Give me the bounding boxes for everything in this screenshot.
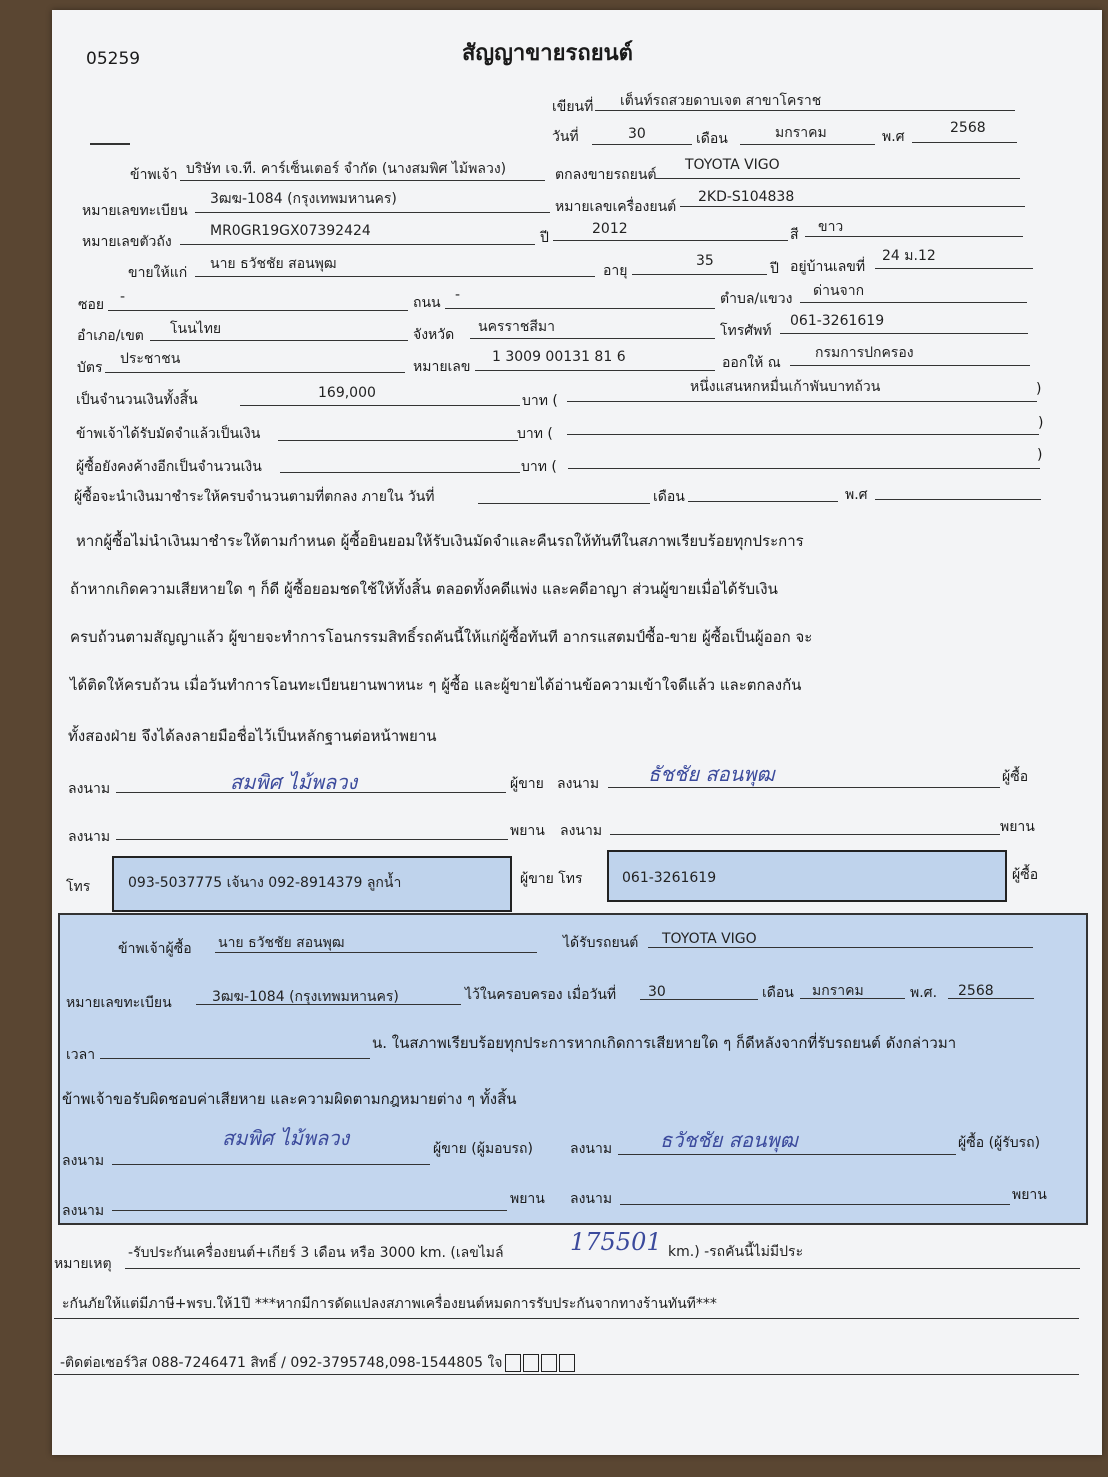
district-value: โนนไทย — [170, 321, 222, 337]
buyer-role-label: ผู้ซื้อ — [1002, 769, 1029, 785]
sign-label-buyer: ลงนาม — [557, 776, 600, 792]
plate-value: 3ฒฆ-1084 (กรุงเทพมหานคร) — [210, 191, 397, 207]
sign-label-witness-1: ลงนาม — [68, 829, 111, 845]
buyer-phone-value: 061-3261619 — [622, 870, 717, 886]
receipt-car-model: TOYOTA VIGO — [662, 931, 757, 947]
total-baht-label: บาท ( — [522, 393, 558, 409]
district-label: อำเภอ/เขต — [77, 328, 144, 344]
receipt-seller-role: ผู้ขาย (ผู้มอบรถ) — [433, 1141, 533, 1157]
receipt-month-value: มกราคม — [812, 983, 864, 999]
house-no-label: อยู่บ้านเลขที่ — [790, 259, 866, 275]
pay-by-label: ผู้ซื้อจะนำเงินมาชำระให้ครบจำนวนตามที่ตกลง ภายใน วันที่ — [74, 489, 435, 505]
checkbox-square — [541, 1354, 557, 1372]
seller-tel-label: ผู้ขาย โทร — [520, 871, 583, 887]
written-at-label: เขียนที่ — [552, 99, 594, 115]
terms-line-4: ได้ติดให้ครบถ้วน เมื่อวันทำการโอนทะเบียนยานพาหนะ ๆ ผู้ซื้อ และผู้ขายได้อ่านข้อความเข้าใจดีแล้ว และตกลงกัน — [70, 676, 802, 694]
engine-label: หมายเลขเครื่องยนต์ — [555, 199, 677, 215]
card-label: บัตร — [77, 360, 103, 376]
deposit-label: ข้าพเจ้าได้รับมัดจำแล้วเป็นเงิน — [76, 426, 261, 442]
receipt-year-value: 2568 — [958, 983, 994, 999]
terms-line-5: ทั้งสองฝ่าย จึงได้ลงลายมือชื่อไว้เป็นหลักฐานต่อหน้าพยาน — [68, 727, 437, 745]
house-no-value: 24 ม.12 — [882, 248, 936, 264]
checkbox-square — [559, 1354, 575, 1372]
total-value: 169,000 — [318, 385, 376, 401]
notes-label: หมายเหตุ — [54, 1256, 112, 1272]
mark-dash — [90, 143, 130, 145]
day-value: 30 — [628, 126, 646, 142]
deposit-close-paren: ) — [1038, 415, 1044, 431]
receipt-sign-witness-1: ลงนาม — [62, 1203, 105, 1219]
month-value: มกราคม — [775, 125, 827, 141]
total-text-value: หนึ่งแสนหกหมื่นเก้าพันบาทถ้วน — [690, 379, 881, 395]
time-label: เวลา — [66, 1047, 96, 1063]
receipt-witness-role-1: พยาน — [510, 1191, 545, 1207]
model-year-value: 2012 — [592, 221, 628, 237]
receipt-buyer-value: นาย ธวัชชัย สอนพุฒ — [218, 935, 345, 951]
receipt-witness-role-2: พยาน — [1012, 1187, 1047, 1203]
province-label: จังหวัด — [413, 327, 455, 343]
terms-line-1: หากผู้ซื้อไม่นำเงินมาชำระให้ตามกำหนด ผู้ซื้อยินยอมให้รับเงินมัดจำและคืนรถให้ทันทีในสภาพเรียบร้อยทุกประการ — [76, 532, 804, 550]
subdistrict-label: ตำบล/แขวง — [720, 291, 793, 307]
sold-to-label: ขายให้แก่ — [128, 265, 188, 281]
sign-label-seller: ลงนาม — [68, 781, 111, 797]
notes-line-2: ะกันภัยให้แต่มีภาษี+พรบ.ให้1ปี ***หากมีการดัดแปลงสภาพเครื่องยนต์หมดการรับประกันจากทางร้านทันที*** — [62, 1296, 717, 1312]
notes-line-1b: km.) -รถคันนี้ไม่มีประ — [668, 1244, 804, 1260]
receipt-sign-seller-label: ลงนาม — [62, 1153, 105, 1169]
buyer-phone-role: ผู้ซื้อ — [1012, 867, 1039, 883]
total-close-paren: ) — [1036, 381, 1042, 397]
notes-line-1a: -รับประกันเครื่องยนต์+เกียร์ 3 เดือน หรือ 3000 km. (เลขไมล์ — [128, 1245, 504, 1261]
issued-by-label: ออกให้ ณ — [722, 355, 781, 371]
owed-label: ผู้ซื้อยังคงค้างอีกเป็นจำนวนเงิน — [76, 459, 262, 475]
owed-close-paren: ) — [1037, 447, 1043, 463]
sign-label-witness-2: ลงนาม — [560, 823, 603, 839]
date-label: วันที่ — [552, 129, 579, 145]
receipt-buyer-role: ผู้ซื้อ (ผู้รับรถ) — [958, 1135, 1041, 1151]
receipt-sign-buyer-label: ลงนาม — [570, 1141, 613, 1157]
notes-line-3: -ติดต่อเซอร์วิส 088-7246471 สิทธิ์ / 092-3795748,098-1544805 ใจ — [60, 1354, 575, 1372]
witness-role-1: พยาน — [510, 823, 545, 839]
seller-signature: สมพิศ ไม้พลวง — [230, 770, 358, 794]
written-at-value: เต็นท์รถสวยดาบเจต สาขาโคราช — [620, 93, 822, 109]
issued-by-value: กรมการปกครอง — [815, 345, 914, 361]
phone-label: โทรศัพท์ — [720, 323, 772, 339]
model-year-label: ปี — [540, 230, 549, 246]
id-value: 1 3009 00131 81 6 — [492, 349, 626, 365]
seller-value: บริษัท เจ.ที. คาร์เซ็นเตอร์ จำกัด (นางสมพิศ ไม้พลวง) — [186, 161, 507, 177]
color-value: ขาว — [818, 219, 844, 235]
seller-phones-value: 093-5037775 เจ้นาง 092-8914379 ลูกน้ำ — [128, 875, 402, 891]
total-label: เป็นจำนวนเงินทั้งสิ้น — [76, 392, 198, 408]
receipt-day-value: 30 — [648, 984, 666, 1000]
tel-label: โทร — [66, 879, 91, 895]
receipt-buyer-signature: ธวัชชัย สอนพุฒ — [660, 1128, 798, 1152]
engine-value: 2KD-S104838 — [698, 189, 795, 205]
receipt-plate-label: หมายเลขทะเบียน — [66, 995, 172, 1011]
receipt-year-label: พ.ศ. — [910, 985, 938, 1001]
chassis-value: MR0GR19GX07392424 — [210, 223, 371, 239]
buyer-value: นาย ธวัชชัย สอนพุฒ — [210, 256, 337, 272]
page-title: สัญญาขายรถยนต์ — [462, 41, 633, 66]
id-label: หมายเลข — [413, 359, 471, 375]
deposit-baht-label: บาท ( — [517, 426, 553, 442]
card-value: ประชาชน — [120, 351, 181, 367]
year-label: พ.ศ — [882, 129, 905, 145]
receipt-seller-signature: สมพิศ ไม้พลวง — [222, 1126, 350, 1150]
age-label: อายุ — [603, 263, 628, 279]
road-label: ถนน — [413, 295, 441, 311]
car-receipt-section — [58, 913, 1088, 1225]
car-model-value: TOYOTA VIGO — [685, 157, 780, 173]
time-text: น. ในสภาพเรียบร้อยทุกประการหากเกิดการเสียหายใด ๆ ก็ดีหลังจากที่รับรถยนต์ ดังกล่าวมา — [372, 1034, 957, 1052]
liability-text: ข้าพเจ้าขอรับผิดชอบค่าเสียหาย และความผิดตามกฎหมายต่าง ๆ ทั้งสิ้น — [62, 1090, 517, 1108]
subdistrict-value: ด่านจาก — [813, 283, 865, 299]
phone-value: 061-3261619 — [790, 313, 885, 329]
pay-year-label: พ.ศ — [845, 487, 868, 503]
seller-label: ข้าพเจ้า — [130, 167, 178, 183]
age-unit: ปี — [770, 261, 779, 277]
terms-line-3: ครบถ้วนตามสัญญาแล้ว ผู้ขายจะทำการโอนกรรมสิทธิ์รถคันนี้ให้แก่ผู้ซื้อทันที อากรแสตมป์ซื้อ-ขาย ผู้ซื้อเป็นผู้ออก จะ — [70, 628, 813, 646]
receipt-month-label: เดือน — [762, 985, 794, 1001]
received-label: ได้รับรถยนต์ — [563, 935, 639, 951]
color-label: สี — [790, 227, 799, 243]
year-value: 2568 — [950, 120, 986, 136]
checkbox-square — [505, 1354, 521, 1372]
buyer-signature: ธัชชัย สอนพุฒ — [648, 762, 775, 786]
agree-sell-label: ตกลงขายรถยนต์ — [555, 167, 657, 183]
chassis-label: หมายเลขตัวถัง — [82, 234, 172, 250]
witness-role-2: พยาน — [1000, 819, 1035, 835]
mileage-handwritten: 175501 — [570, 1228, 662, 1256]
seller-role-label: ผู้ขาย — [510, 776, 544, 792]
soi-value: - — [120, 289, 126, 305]
month-label: เดือน — [696, 131, 728, 147]
terms-line-2: ถ้าหากเกิดความเสียหายใด ๆ ก็ดี ผู้ซื้อยอมชดใช้ให้ทั้งสิ้น ตลอดทั้งคดีแพ่ง และคดีอาญา ส่วนผู้ขายเมื่อได้รับเงิน — [70, 580, 778, 598]
road-value: - — [455, 287, 461, 303]
possession-label: ไว้ในครอบครอง เมื่อวันที่ — [465, 987, 617, 1003]
pay-month-label: เดือน — [653, 489, 685, 505]
checkbox-square — [523, 1354, 539, 1372]
receipt-plate-value: 3ฒฆ-1084 (กรุงเทพมหานคร) — [212, 989, 399, 1005]
soi-label: ซอย — [78, 297, 105, 313]
plate-label: หมายเลขทะเบียน — [82, 203, 188, 219]
receipt-buyer-label: ข้าพเจ้าผู้ซื้อ — [118, 941, 192, 957]
owed-baht-label: บาท ( — [521, 459, 557, 475]
age-value: 35 — [696, 253, 714, 269]
province-value: นครราชสีมา — [478, 319, 555, 335]
receipt-sign-witness-2: ลงนาม — [570, 1191, 613, 1207]
document-number: 05259 — [86, 49, 141, 69]
